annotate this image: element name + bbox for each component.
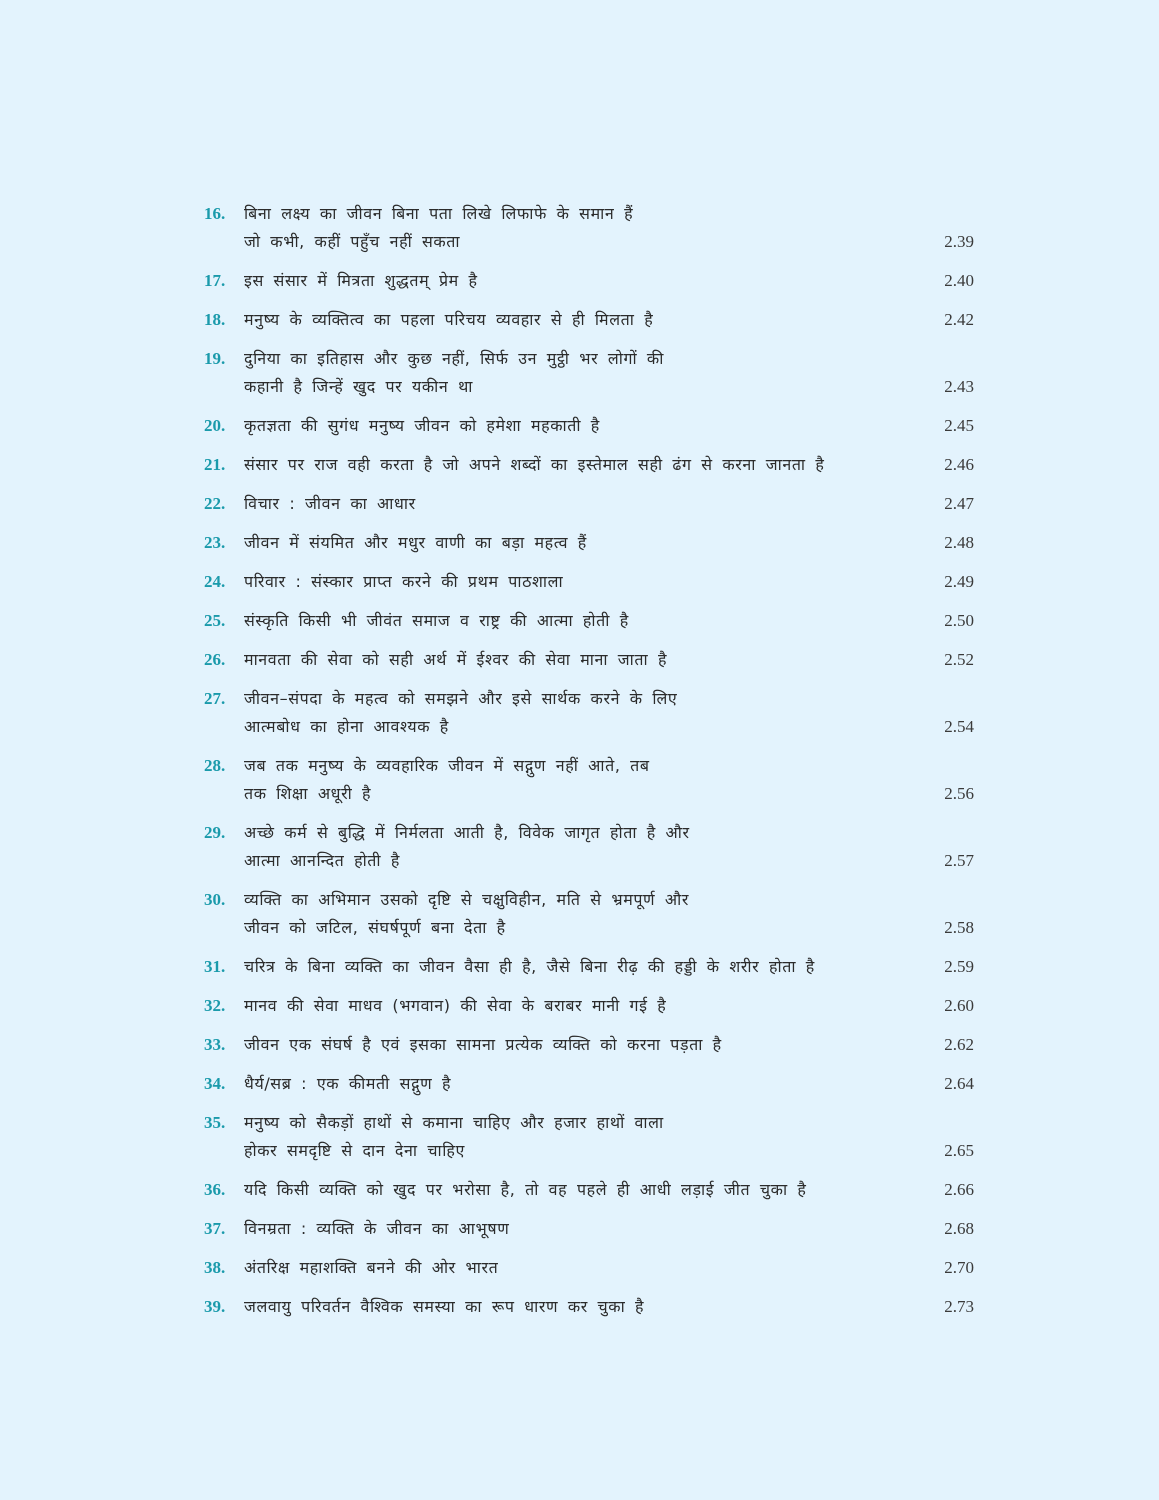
toc-entry-title-continued: आत्मा आनन्दित होती है xyxy=(244,851,400,870)
toc-entry[interactable] xyxy=(0,306,1159,334)
toc-entry[interactable] xyxy=(0,886,1159,942)
toc-entry-title: मनुष्य के व्यक्तित्व का पहला परिचय व्यवहार से ही मिलता है xyxy=(244,310,654,329)
toc-entry-page-number: 2.70 xyxy=(944,1258,974,1277)
toc-entry-title: चरित्र के बिना व्यक्ति का जीवन वैसा ही है, जैसे बिना रीढ़ की हड्डी के शरीर होता है xyxy=(244,957,815,976)
toc-entry-line xyxy=(0,819,1159,847)
toc-entry-line xyxy=(0,847,1159,875)
toc-entry-line xyxy=(0,1137,1159,1165)
toc-entry[interactable] xyxy=(0,607,1159,635)
toc-entry[interactable] xyxy=(0,412,1159,440)
toc-entry-title: बिना लक्ष्य का जीवन बिना पता लिखे लिफाफे के समान हैं xyxy=(244,204,634,223)
toc-entry-title: मानवता की सेवा को सही अर्थ में ईश्वर की सेवा माना जाता है xyxy=(244,650,668,669)
toc-entry-title: अंतरिक्ष महाशक्ति बनने की ओर भारत xyxy=(244,1258,499,1277)
toc-entry-page-number: 2.47 xyxy=(944,494,974,513)
toc-entry-line xyxy=(0,886,1159,914)
toc-entry-title: जब तक मनुष्य के व्यवहारिक जीवन में सद्गुण नहीं आते, तब xyxy=(244,756,650,775)
toc-entry[interactable] xyxy=(0,992,1159,1020)
toc-entry-page-number: 2.73 xyxy=(944,1297,974,1316)
toc-entry[interactable] xyxy=(0,1176,1159,1204)
toc-entry-title: जीवन–संपदा के महत्व को समझने और इसे सार्थक करने के लिए xyxy=(244,689,678,708)
toc-entry-line xyxy=(0,992,1159,1020)
toc-entry-page-number: 2.66 xyxy=(944,1180,974,1199)
toc-entry-page-number: 2.58 xyxy=(944,918,974,937)
toc-entry-title: परिवार : संस्कार प्राप्त करने की प्रथम पाठशाला xyxy=(244,572,564,591)
toc-entry-title: अच्छे कर्म से बुद्धि में निर्मलता आती है, विवेक जागृत होता है और xyxy=(244,823,690,842)
toc-entry-page-number: 2.59 xyxy=(944,957,974,976)
toc-entry[interactable] xyxy=(0,953,1159,981)
toc-entry-line xyxy=(0,1070,1159,1098)
toc-entry-page-number: 2.60 xyxy=(944,996,974,1015)
toc-entry-line xyxy=(0,568,1159,596)
table-of-contents xyxy=(0,200,1159,1332)
toc-entry[interactable] xyxy=(0,490,1159,518)
toc-entry-line xyxy=(0,752,1159,780)
toc-entry-line xyxy=(0,780,1159,808)
toc-entry-number: 32. xyxy=(204,996,226,1015)
toc-entry[interactable] xyxy=(0,752,1159,808)
toc-entry-page-number: 2.42 xyxy=(944,310,974,329)
toc-entry-page-number: 2.45 xyxy=(944,416,974,435)
toc-entry-line xyxy=(0,914,1159,942)
toc-entry-number: 28. xyxy=(204,756,226,775)
toc-entry[interactable] xyxy=(0,1031,1159,1059)
toc-entry[interactable] xyxy=(0,685,1159,741)
toc-entry-line xyxy=(0,1293,1159,1321)
toc-entry-title: संस्कृति किसी भी जीवंत समाज व राष्ट्र की आत्मा होती है xyxy=(244,611,629,630)
toc-entry-title-continued: आत्मबोध का होना आवश्यक है xyxy=(244,717,449,736)
toc-entry-line xyxy=(0,529,1159,557)
toc-entry-number: 16. xyxy=(204,204,226,223)
toc-entry-title: जलवायु परिवर्तन वैश्विक समस्या का रूप धारण कर चुका है xyxy=(244,1297,645,1316)
toc-entry-number: 19. xyxy=(204,349,226,368)
toc-entry-line xyxy=(0,1176,1159,1204)
toc-entry-title: कृतज्ञता की सुगंध मनुष्य जीवन को हमेशा महकाती है xyxy=(244,416,600,435)
toc-entry-page-number: 2.64 xyxy=(944,1074,974,1093)
toc-entry-page-number: 2.40 xyxy=(944,271,974,290)
toc-entry-page-number: 2.48 xyxy=(944,533,974,552)
toc-entry-number: 21. xyxy=(204,455,226,474)
toc-entry-number: 36. xyxy=(204,1180,226,1199)
toc-entry[interactable] xyxy=(0,1070,1159,1098)
toc-entry-line xyxy=(0,607,1159,635)
toc-entry-page-number: 2.39 xyxy=(944,232,974,251)
toc-entry-page-number: 2.49 xyxy=(944,572,974,591)
toc-entry-number: 25. xyxy=(204,611,226,630)
toc-entry-title: यदि किसी व्यक्ति को खुद पर भरोसा है, तो वह पहले ही आधी लड़ाई जीत चुका है xyxy=(244,1180,807,1199)
toc-entry-line xyxy=(0,713,1159,741)
toc-entry-page-number: 2.54 xyxy=(944,717,974,736)
toc-entry[interactable] xyxy=(0,646,1159,674)
toc-entry-page-number: 2.52 xyxy=(944,650,974,669)
toc-entry-line xyxy=(0,306,1159,334)
toc-entry-number: 18. xyxy=(204,310,226,329)
toc-entry-line xyxy=(0,200,1159,228)
toc-entry-line xyxy=(0,1254,1159,1282)
toc-entry-number: 34. xyxy=(204,1074,226,1093)
toc-entry[interactable] xyxy=(0,529,1159,557)
toc-entry-title-continued: जीवन को जटिल, संघर्षपूर्ण बना देता है xyxy=(244,918,506,937)
toc-entry-line xyxy=(0,685,1159,713)
toc-entry-line xyxy=(0,373,1159,401)
toc-entry[interactable] xyxy=(0,1109,1159,1165)
toc-entry[interactable] xyxy=(0,345,1159,401)
toc-entry-page-number: 2.50 xyxy=(944,611,974,630)
toc-entry-number: 37. xyxy=(204,1219,226,1238)
toc-entry-number: 33. xyxy=(204,1035,226,1054)
toc-entry-page-number: 2.62 xyxy=(944,1035,974,1054)
toc-entry[interactable] xyxy=(0,200,1159,256)
toc-entry-page-number: 2.46 xyxy=(944,455,974,474)
toc-entry-title: मनुष्य को सैकड़ों हाथों से कमाना चाहिए और हजार हाथों वाला xyxy=(244,1113,664,1132)
toc-entry-number: 24. xyxy=(204,572,226,591)
toc-entry-title: जीवन में संयमित और मधुर वाणी का बड़ा महत्व हैं xyxy=(244,533,587,552)
toc-entry[interactable] xyxy=(0,451,1159,479)
toc-entry-line xyxy=(0,267,1159,295)
toc-entry-number: 35. xyxy=(204,1113,226,1132)
toc-entry-title: इस संसार में मित्रता शुद्धतम् प्रेम है xyxy=(244,271,478,290)
toc-entry[interactable] xyxy=(0,1215,1159,1243)
toc-entry[interactable] xyxy=(0,1254,1159,1282)
toc-entry-line xyxy=(0,345,1159,373)
toc-entry-line xyxy=(0,1215,1159,1243)
toc-entry-page-number: 2.57 xyxy=(944,851,974,870)
toc-entry-page-number: 2.43 xyxy=(944,377,974,396)
toc-entry[interactable] xyxy=(0,819,1159,875)
toc-entry-line xyxy=(0,228,1159,256)
toc-entry-page-number: 2.68 xyxy=(944,1219,974,1238)
toc-entry-title: जीवन एक संघर्ष है एवं इसका सामना प्रत्येक व्यक्ति को करना पड़ता है xyxy=(244,1035,722,1054)
toc-entry-title: संसार पर राज वही करता है जो अपने शब्दों का इस्तेमाल सही ढंग से करना जानता है xyxy=(244,455,825,474)
toc-entry-number: 38. xyxy=(204,1258,226,1277)
toc-entry-number: 30. xyxy=(204,890,226,909)
toc-entry-title: दुनिया का इतिहास और कुछ नहीं, सिर्फ उन मुट्ठी भर लोगों की xyxy=(244,349,664,368)
toc-entry-line xyxy=(0,490,1159,518)
toc-entry-number: 23. xyxy=(204,533,226,552)
toc-entry-page-number: 2.65 xyxy=(944,1141,974,1160)
toc-entry-number: 29. xyxy=(204,823,226,842)
toc-entry-line xyxy=(0,451,1159,479)
toc-entry-line xyxy=(0,1031,1159,1059)
toc-entry-title-continued: जो कभी, कहीं पहुँच नहीं सकता xyxy=(244,232,461,251)
toc-entry-title-continued: होकर समदृष्टि से दान देना चाहिए xyxy=(244,1141,465,1160)
toc-entry-page-number: 2.56 xyxy=(944,784,974,803)
toc-entry-title: विनम्रता : व्यक्ति के जीवन का आभूषण xyxy=(244,1219,510,1238)
toc-entry-line xyxy=(0,646,1159,674)
toc-entry-line xyxy=(0,1109,1159,1137)
toc-entry-number: 26. xyxy=(204,650,226,669)
toc-entry-number: 22. xyxy=(204,494,226,513)
toc-entry-title: धैर्य/सब्र : एक कीमती सद्गुण है xyxy=(244,1074,452,1093)
toc-entry-line xyxy=(0,953,1159,981)
toc-entry[interactable] xyxy=(0,267,1159,295)
toc-entry-number: 20. xyxy=(204,416,226,435)
toc-entry-number: 17. xyxy=(204,271,226,290)
toc-entry[interactable] xyxy=(0,568,1159,596)
toc-entry-title-continued: कहानी है जिन्हें खुद पर यकीन था xyxy=(244,377,474,396)
toc-entry-line xyxy=(0,412,1159,440)
toc-entry-number: 27. xyxy=(204,689,226,708)
toc-entry-number: 39. xyxy=(204,1297,226,1316)
toc-entry-title: व्यक्ति का अभिमान उसको दृष्टि से चक्षुविहीन, मति से भ्रमपूर्ण और xyxy=(244,890,690,909)
toc-entry[interactable] xyxy=(0,1293,1159,1321)
toc-entry-title: मानव की सेवा माधव (भगवान) की सेवा के बराबर मानी गई है xyxy=(244,996,667,1015)
toc-entry-number: 31. xyxy=(204,957,226,976)
toc-entry-title: विचार : जीवन का आधार xyxy=(244,494,416,513)
toc-entry-title-continued: तक शिक्षा अधूरी है xyxy=(244,784,372,803)
